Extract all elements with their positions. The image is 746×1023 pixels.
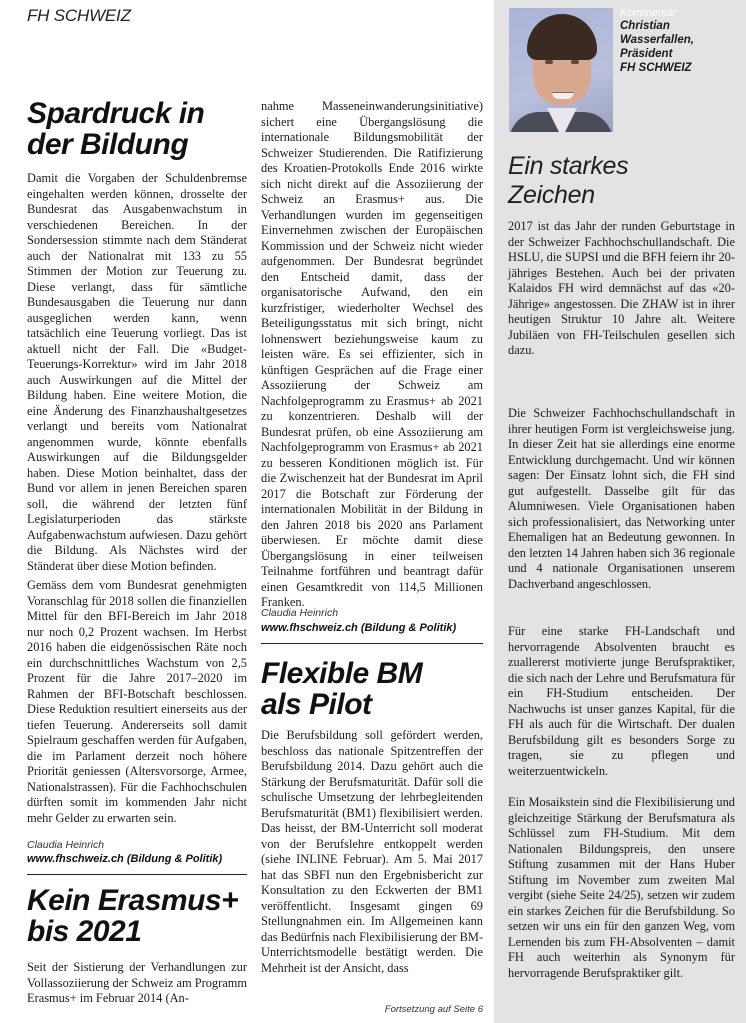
article-paragraph-continued: nahme Masseneinwanderungsinitiative) sichert eine Übergangslösung die internationale Bildungsmobilität der Schweizer Studierenden. Die Ratifizierung des Kroatien-Protokolls Ende 2016 wirkte sich nicht direkt auf die Assoziierung der Schweiz an Erasmus+ aus. Die Verhandlungen wurden im gegenseitigen Einvernehmen zwischen der Europäischen Kommission und der Schweiz nicht wieder aufgenommen. Der Bundesrat begründet den Entscheid damit, dass der organisatorische Aufwand, den ein kurzfristiger, wiederholter Wechsel des Beteiligungsstatus mit sich bringt, nicht lohnenswert beziehungsweise kaum zu leisten wäre. Es sei effizienter, sich in künftigen Gesprächen auf die Frage einer Assoziierung der Schweiz am Nachfolgeprogramm zu Erasmus+ ab 2021 zu konzentrieren. Deshalb will der Bundesrat prüfen, ob eine Assoziierung am Nachfolgeprogramm von Erasmus+ ab 2021 zu besseren Konditionen möglich ist. Für die Zwischenzeit hat der Bundesrat im April 2017 die Botschaft zur Förderung der internationalen Mobilität in der Bildung in den Jahren 2018 bis 2020 ans Parlament überwiesen. Er möchte damit diese Übergangslösung in einer teilweisen Teilnahme fortführen und beantragt dafür einen Gesamtkredit von 114,5 Millionen Franken. [261, 99, 483, 609]
article-erasmus-heading [27, 885, 247, 947]
title-line-1: Ein starkes [508, 152, 629, 180]
title-line-1: Flexible BM [261, 657, 423, 690]
portrait-eye [571, 60, 579, 64]
article-spardruck [27, 98, 247, 160]
section-divider [27, 874, 247, 875]
section-divider [261, 643, 483, 644]
article-flexible-bm-heading [261, 658, 483, 720]
commentary-paragraph: Die Schweizer Fachhochschullandschaft in ihrer heutigen Form ist vergleichsweise jung. In dieser Zeit hat sie allerdings eine enorme Entwicklung durchgemacht. Und wir können sagen: Der Einsatz lohnt sich, die FH sind gut aufgestellt. Dasselbe gilt für das Alumniwesen. Viele Organisationen haben sich professionalisiert, das Networking unter Ehemaligen hat an Bedeutung gewonnen. In den letzten 14 Jahren haben sich 36 regionale und 4 nationale Organisationen unserem Dachverband angeschlossen. [508, 406, 735, 591]
title-line-1: Kein Erasmus+ [27, 884, 239, 917]
article-author: Claudia Heinrich [27, 839, 105, 851]
portrait-mouth [552, 92, 574, 99]
commentary-title [508, 152, 628, 210]
article-web-link[interactable]: www.fhschweiz.ch (Bildung & Politik) [261, 622, 457, 634]
article-paragraph: Gemäss dem vom Bundesrat genehmigten Voranschlag für 2018 sollen die finanziellen Mittel für den BFI-Bereich im Jahr 2018 nur noch 0,2 Prozent wachsen. Im Herbst 2016 haben die eidgenössischen Räte noch ein durchschnittliches Wachstum von 2,5 Prozent für die Jahre 2017–2020 im Rahmen der BFI-Botschaft beschlossen. Diese Reduktion resultiert einerseits aus der tiefen Teuerung. Andererseits soll damit Spielraum geschaffen werden für Aufgaben, die im Parlament derzeit noch höhere Priorität geniessen (Altersvorsorge, Armee, Nationalstrassen). Für die Fachhochschulen dürften somit im kommenden Jahr nicht mehr Gelder zu erwarten sein. [27, 578, 247, 825]
article-paragraph: Seit der Sistierung der Verhandlungen zur Vollassoziierung der Schweiz am Programm Erasmus+ im Februar 2014 (An- [27, 960, 247, 1005]
byline-line: Präsident [620, 48, 673, 60]
article-title [27, 885, 247, 947]
byline-line: Christian [620, 20, 670, 32]
article-paragraph: Damit die Vorgaben der Schuldenbremse eingehalten werden können, drosselte der Bundesrat das Ausgabenwachstum in verschiedenen Bereichen. In der Sondersession stimmte nach dem Ständerat auch der Nationalrat mit 133 zu 55 Stimmen der Motion zur Teuerung zu. Diese verlangt, dass für sämtliche Bundesausgaben die Teuerung nur dann ausgeglichen werden kann, wenn tatsächlich eine Teuerung vorliegt. Das ist aktuell nicht der Fall. Die «Budget-Teuerungs-Korrektur» wird im Jahr 2018 auch Auswirkungen auf die Mittel der Bildung haben. Eine weitere Motion, die eine Änderung des Finanzhaushaltgesetzes verlangt und bereits vom Nationalrat angenommen wurde, könnte ebenfalls Auswirkungen auf die Bildungsgelder haben. Diese Motion beinhaltet, dass der Bund vor allem in jenen Bereichen sparen soll, die während der letzten fünf Legislaturperioden das stärkste Aufgabenwachstum aufwiesen. Dazu gehört die Bildung. Als Nächstes wird der Ständerat über diese Motion befinden. [27, 171, 247, 573]
article-title [27, 98, 247, 160]
byline-line: Wasserfallen, [620, 34, 694, 46]
continued-note: Fortsetzung auf Seite 6 [384, 1004, 483, 1015]
byline-line: FH SCHWEIZ [620, 62, 692, 74]
title-line-2: Zeichen [508, 181, 595, 209]
commentary-byline [620, 19, 694, 75]
title-line-1: Spardruck in [27, 97, 205, 130]
article-web-link[interactable]: www.fhschweiz.ch (Bildung & Politik) [27, 853, 223, 865]
portrait-hair [527, 14, 597, 60]
title-line-2: der Bildung [27, 128, 189, 161]
author-portrait [509, 8, 613, 132]
commentary-paragraph: Für eine starke FH-Landschaft und hervorragende Absolventen braucht es zuallererst motivierte junge Berufspraktiker, die sich nach der Lehre und Berufsmatura für ein FH-Studium entscheiden. Der Nachwuchs ist unser ganzes Kapital, für die FH als auch für die Wirtschaft. Der dualen Berufsbildung gilt es besonders Sorge zu tragen, sie zu pflegen und weiterzuentwickeln. [508, 624, 735, 778]
article-author: Claudia Heinrich [261, 607, 339, 619]
article-title [261, 658, 483, 720]
commentary-paragraph: Ein Mosaikstein sind die Flexibilisierung und gleichzeitige Stärkung der Berufsmatura als Schlüssel zum FH-Studium. Mit dem Nationalen Bildungspreis, den unsere Stiftung zusammen mit der Hans Huber Stiftung im November zum zweiten Mal vergibt (siehe Seite 24/25), setzen wir zudem ein starkes Zeichen für die Berufsbildung. So setzen wir uns ein für den ganzen Weg, vom Lernenden bis zum FH-Absolventen – damit FH auch weiterhin als Synonym für hervorragende Berufspraktiker gilt. [508, 795, 735, 980]
article-paragraph: Die Berufsbildung soll gefördert werden, beschloss das nationale Spitzentreffen der Berufsbildung 2014. Dazu gehört auch die Stärkung der Berufsmaturität. Dafür soll die schulische Umsetzung der lehrbegleitenden Berufsmaturität (BM1) flexibilisiert werden. Das heisst, der BM-Unterricht soll moderat von der Berufslehre entkoppelt werden (siehe INLINE Februar). Am 5. Mai 2017 hat das SBFI nun den Ergebnisbericht zur Konsultation zu den Eckwerten der BM1 veröffentlicht. Insgesamt gingen 69 Stellungnahmen ein. Im Allgemeinen kann das Bedürfnis nach Flexibilisierung der BM-Unterrichtsmodelle bestätigt werden. Die Mehrheit ist der Ansicht, dass [261, 728, 483, 975]
running-head: FH SCHWEIZ [27, 6, 131, 25]
title-line-2: als Pilot [261, 688, 372, 721]
portrait-eye [545, 60, 553, 64]
commentary-paragraph: 2017 ist das Jahr der runden Geburtstage in der Schweizer Fachhochschullandschaft. Die HSLU, die SUPSI und die BFH feiern ihr 20-jähriges Bestehen. Auch bei der privaten Kalaidos FH wird demnächst auf das «20-Jährige» angestossen. Die ZHAW ist in ihrer heutigen Struktur 10 Jahre alt. Weitere Jubiläen von FH-Teilschulen gesellen sich dazu. [508, 219, 735, 357]
title-line-2: bis 2021 [27, 915, 142, 948]
kommentar-label: Kommentar [620, 7, 677, 19]
